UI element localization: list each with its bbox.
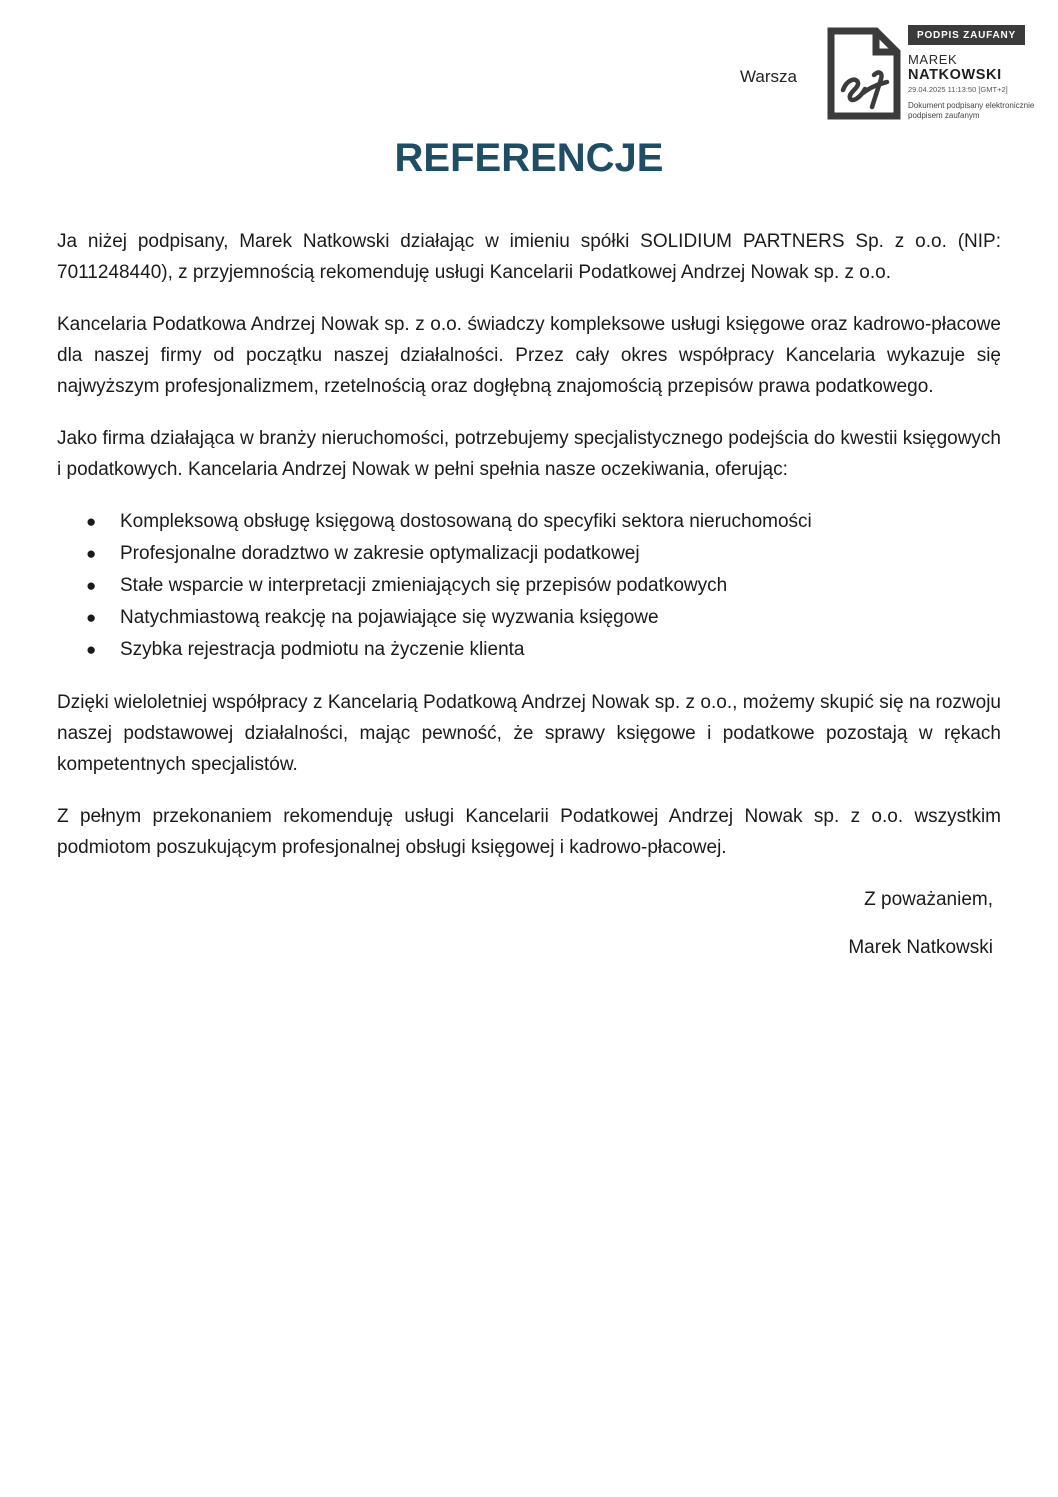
signature-note <box>908 101 1058 121</box>
signer-last-name: NATKOWSKI <box>908 67 1002 83</box>
bullet-icon: ● <box>86 608 97 627</box>
paragraph-recommendation: Z pełnym przekonaniem rekomenduję usługi Kancelarii Podatkowej Andrzej Nowak sp. z o.o. wszystkim podmiotom poszukującym profesjonalnej obsługi księgowej i kadrowo-płacowej. <box>57 806 1001 858</box>
signer-first-name: MAREK <box>908 52 958 67</box>
signatory-name: Marek Natkowski <box>848 937 993 958</box>
bullet-icon: ● <box>86 576 97 595</box>
paragraph-industry: Jako firma działająca w branży nieruchomości, potrzebujemy specjalistycznego podejścia do kwestii księgowych i podatkowych. Kancelaria Andrzej Nowak w pełni spełnia nasze oczekiwania, oferując: <box>57 428 1001 480</box>
list-item <box>57 634 1001 666</box>
city-date-text: Warsza <box>740 67 797 86</box>
list-item-text: Stałe wsparcie w interpretacji zmieniających się przepisów podatkowych <box>120 575 728 596</box>
paragraph-benefits: Dzięki wieloletniej współpracy z Kancelarią Podatkową Andrzej Nowak sp. z o.o., możemy skupić się na rozwoju naszej podstawowej działalności, mając pewność, że sprawy księgowe i podatkowe pozostają w rękach kompetentnych specjalistów. <box>57 692 1001 775</box>
list-item-text: Profesjonalne doradztwo w zakresie optymalizacji podatkowej <box>120 543 640 564</box>
podpis-zaufany-badge: PODPIS ZAUFANY <box>908 25 1025 45</box>
list-item-text: Natychmiastową reakcję na pojawiające się wyzwania księgowe <box>120 607 659 628</box>
list-item-text: Szybka rejestracja podmiotu na życzenie klienta <box>120 639 525 660</box>
list-item-text: Kompleksową obsługę księgową dostosowaną do specyfiki sektora nieruchomości <box>120 511 812 532</box>
paragraph-services: Kancelaria Podatkowa Andrzej Nowak sp. z o.o. świadczy kompleksowe usługi księgowe oraz kadrowo-płacowe dla naszej firmy od początku naszej działalności. Przez cały okres współpracy Kancelaria wykazuje się najwyższym profesjonalizmem, rzetelnością oraz dogłębną znajomością przepisów prawa podatkowego. <box>57 314 1001 397</box>
list-item <box>57 538 1001 570</box>
document-body <box>0 136 1058 963</box>
paragraph-intro: Ja niżej podpisany, Marek Natkowski działając w imieniu spółki SOLIDIUM PARTNERS Sp. z o.o. (NIP: 7011248440), z przyjemnością rekomenduję usługi Kancelarii Podatkowej Andrzej Nowak sp. z o.o. <box>57 231 1001 283</box>
signature-timestamp: 29.04.2025 11:13:50 [GMT+2] <box>908 85 1008 94</box>
document-header <box>0 0 1058 130</box>
list-item <box>57 506 1001 538</box>
signature-note-line2: podpisem zaufanym <box>908 111 980 120</box>
bullet-icon: ● <box>86 544 97 563</box>
list-item <box>57 602 1001 634</box>
list-item <box>57 570 1001 602</box>
signed-document-icon <box>824 24 904 123</box>
bullet-icon: ● <box>86 512 97 531</box>
bullet-icon: ● <box>86 640 97 659</box>
trusted-signature-stamp <box>908 25 1058 121</box>
closing-salutation: Z poważaniem, <box>864 889 993 910</box>
signature-note-line1: Dokument podpisany elektronicznie <box>908 101 1035 110</box>
document-title: REFERENCJE <box>394 136 664 180</box>
services-list <box>57 506 1001 666</box>
